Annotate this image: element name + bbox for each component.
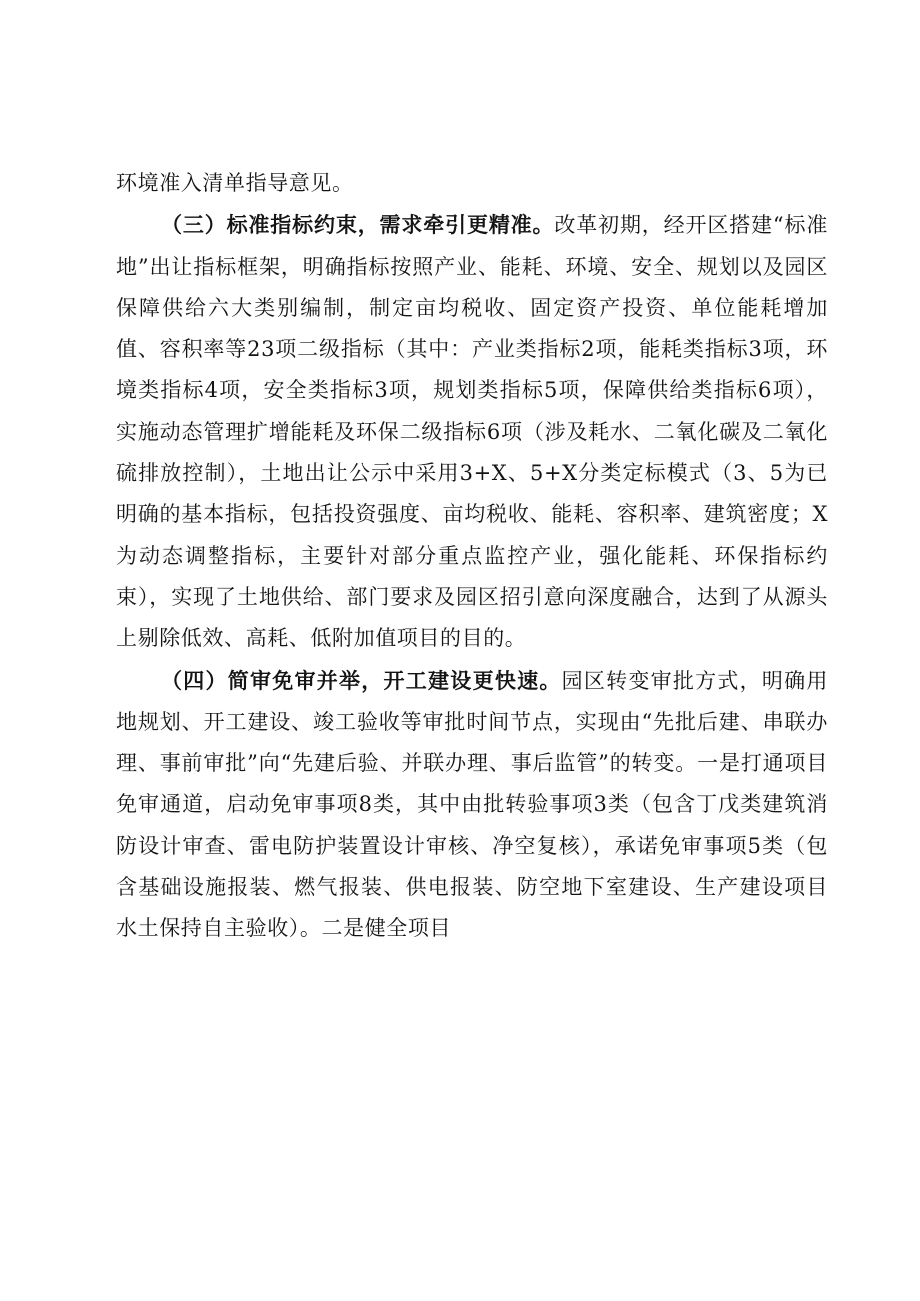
paragraph-section-4 — [116, 660, 828, 950]
section-3-heading: （三）标准指标约束，需求牵引更精准。 — [161, 212, 555, 238]
document-body — [116, 163, 828, 950]
section-3-text: 改革初期，经开区搭建“标准地”出让指标框架，明确指标按照产业、能耗、环境、安全、规划以及园区保障供给六大类别编制，制定亩均税收、固定资产投资、单位能耗增加值、容积率等23项二级指标（其中：产业类指标2项，能耗类指标3项，环境类指标4项，安全类指标3项，规划类指标5项，保障供给类指标6项），实施动态管理扩增能耗及环保二级指标6项（涉及耗水、二氧化碳及二氧化硫排放控制），土地出让公示中采用3+X、5+X分类定标模式（3、5为已明确的基本指标，包括投资强度、亩均税收、能耗、容积率、建筑密度；X为动态调整指标，主要针对部分重点监控产业，强化能耗、环保指标约束），实现了土地供给、部门要求及园区招引意向深度融合，达到了从源头上剔除低效、高耗、低附加值项目的目的。 — [116, 213, 828, 651]
section-4-text: 园区转变审批方式，明确用地规划、开工建设、竣工验收等审批时间节点，实现由“先批后建、串联办理、事前审批”向“先建后验、并联办理、事后监管”的转变。一是打通项目免审通道，启动免审事项8类，其中由批转验事项3类（包含丁戊类建筑消防设计审查、雷电防护装置设计审核、净空复核），承诺免审事项5类（包含基础设施报装、燃气报装、供电报装、防空地下室建设、生产建设项目水土保持自主验收）。二是健全项目 — [116, 668, 828, 941]
paragraph-continued: 环境准入清单指导意见。 — [116, 171, 354, 195]
paragraph-section-3 — [116, 204, 828, 659]
section-4-heading: （四）简审免审并举，开工建设更快速。 — [161, 667, 562, 693]
